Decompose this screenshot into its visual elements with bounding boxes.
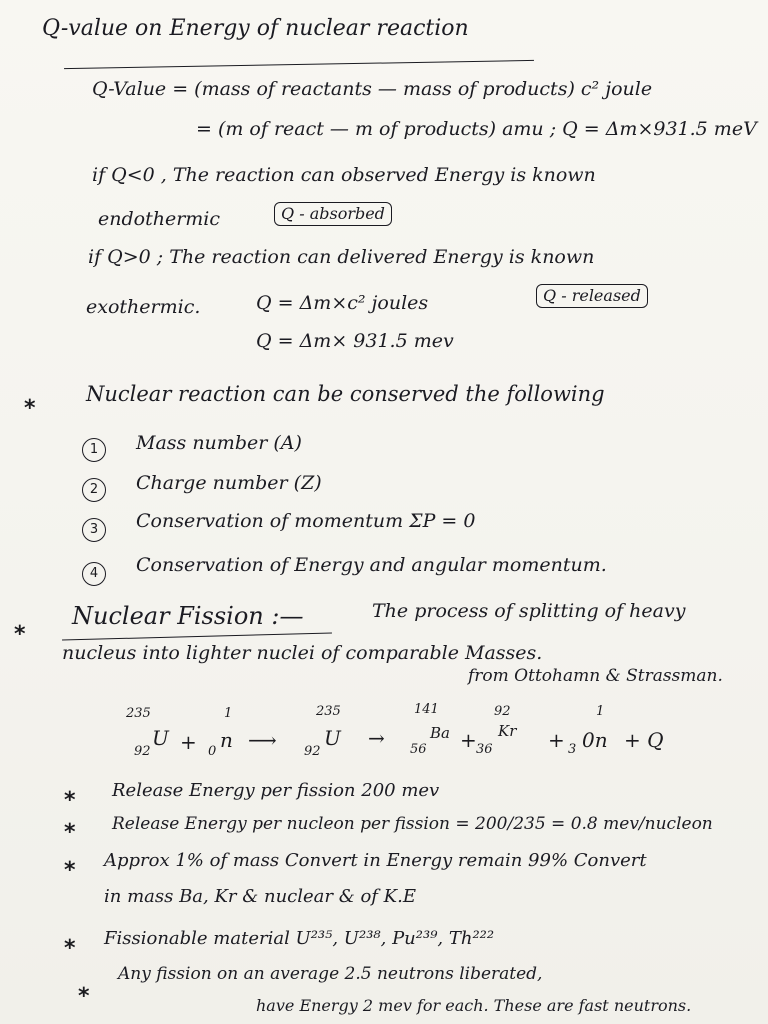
fission-discoverers: from Ottohamn & Strassman. xyxy=(468,666,723,686)
reaction-arrow: → xyxy=(368,726,385,750)
exothermic-term: exothermic. xyxy=(86,296,201,318)
star-bullet: * xyxy=(64,788,76,813)
reaction-arrow: ⟶ xyxy=(248,728,277,752)
barium-mass-number: 141 xyxy=(414,702,439,717)
neutron-out-symbol: 0n xyxy=(582,728,608,752)
star-bullet: * xyxy=(64,820,76,845)
number-badge: 1 xyxy=(82,438,106,462)
uranium-compound-symbol: U xyxy=(324,726,341,750)
note-line: Approx 1% of mass Convert in Energy remain 99% Convert xyxy=(104,850,647,871)
plus-sign: + xyxy=(548,728,565,752)
conservation-heading: Nuclear reaction can be conserved the following xyxy=(86,382,605,406)
conservation-item: Conservation of Energy and angular momentum. xyxy=(136,554,607,576)
number-badge: 2 xyxy=(82,478,106,502)
conservation-item: Mass number (A) xyxy=(136,432,302,454)
neutron-mass-number: 1 xyxy=(224,706,233,721)
neutron-atomic-number: 0 xyxy=(208,744,217,759)
u235-atomic-number: 92 xyxy=(134,744,151,759)
krypton-atomic-number: 36 xyxy=(476,742,493,757)
star-bullet: * xyxy=(64,936,76,961)
conservation-item: Charge number (Z) xyxy=(136,472,322,494)
u235-mass-number: 235 xyxy=(126,706,151,721)
note-line: have Energy 2 mev for each. These are fast neutrons. xyxy=(256,996,692,1015)
note-line: Any fission on an average 2.5 neutrons liberated, xyxy=(118,964,543,984)
star-bullet: * xyxy=(64,858,76,883)
q-released-box: Q - released xyxy=(536,284,648,308)
plus-sign: + xyxy=(460,728,477,752)
note-line: Release Energy per nucleon per fission = 200/235 = 0.8 mev/nucleon xyxy=(112,814,713,834)
uranium-symbol: U xyxy=(152,726,169,750)
u235-compound-mass-number: 235 xyxy=(316,704,341,719)
fission-definition-1: The process of splitting of heavy xyxy=(372,600,686,622)
fission-heading: Nuclear Fission :— xyxy=(72,602,304,630)
exothermic-eq-2: Q = Δm× 931.5 mev xyxy=(256,330,454,352)
plus-sign: + xyxy=(180,730,197,754)
star-bullet: * xyxy=(14,622,26,647)
krypton-mass-number: 92 xyxy=(494,704,511,719)
q-energy-term: + Q xyxy=(624,728,664,752)
star-bullet: * xyxy=(78,984,90,1009)
title-underline xyxy=(64,60,534,69)
q-absorbed-box: Q - absorbed xyxy=(274,202,392,226)
conservation-item: Conservation of momentum ΣP = 0 xyxy=(136,510,476,532)
number-badge: 3 xyxy=(82,518,106,542)
q-definition-line-1: Q-Value = (mass of reactants — mass of products) c² joule xyxy=(92,78,653,100)
neutron-out-mass-number: 1 xyxy=(596,704,605,719)
q-definition-line-2: = (m of react — m of products) amu ; Q = Δm×931.5 meV xyxy=(196,118,757,140)
endothermic-condition: if Q<0 , The reaction can observed Energy is known xyxy=(92,164,596,186)
note-line: in mass Ba, Kr & nuclear & of K.E xyxy=(104,886,416,907)
page-title: Q-value on Energy of nuclear reaction xyxy=(42,16,469,41)
krypton-symbol: Kr xyxy=(498,722,517,740)
q-absorbed-box-wrap xyxy=(274,202,392,226)
neutron-symbol: n xyxy=(220,728,233,752)
number-badge: 4 xyxy=(82,562,106,586)
q-released-box-wrap xyxy=(536,284,648,308)
star-bullet: * xyxy=(24,396,36,421)
barium-symbol: Ba xyxy=(430,724,450,742)
note-line: Fissionable material U²³⁵, U²³⁸, Pu²³⁹, Th²²² xyxy=(104,928,495,949)
barium-atomic-number: 56 xyxy=(410,742,427,757)
u235-compound-atomic-number: 92 xyxy=(304,744,321,759)
note-line: Release Energy per fission 200 mev xyxy=(112,780,440,801)
endothermic-term: endothermic xyxy=(98,208,221,230)
exothermic-eq-1: Q = Δm×c² joules xyxy=(256,292,429,314)
exothermic-condition: if Q>0 ; The reaction can delivered Energy is known xyxy=(88,246,595,268)
neutron-count: 3 xyxy=(568,742,577,757)
fission-heading-underline xyxy=(62,632,332,640)
fission-definition-2: nucleus into lighter nuclei of comparable Masses. xyxy=(62,642,543,664)
